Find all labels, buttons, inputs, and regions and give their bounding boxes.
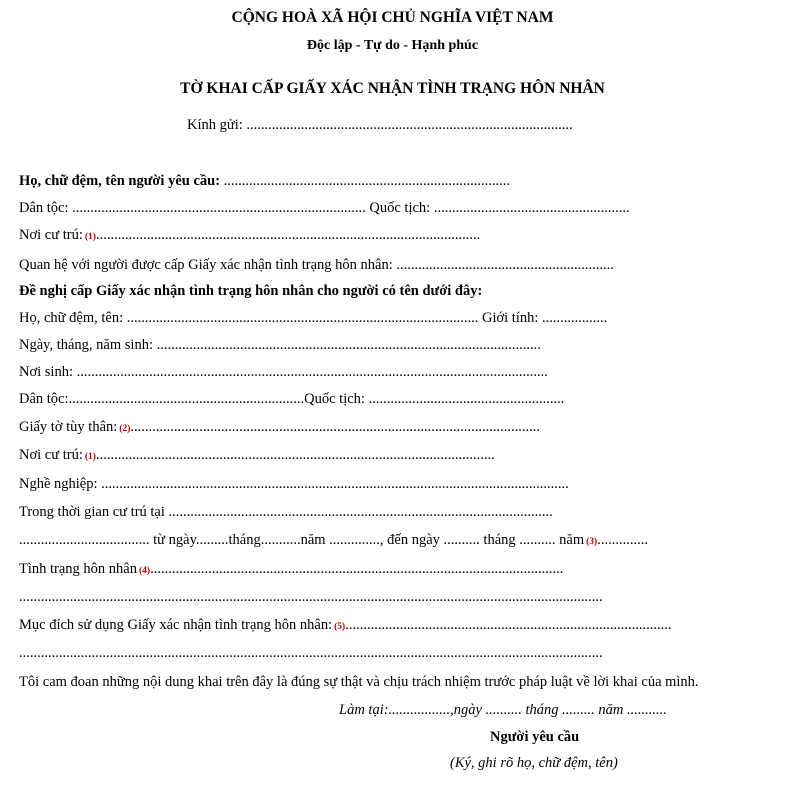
requester-ethnicity-field[interactable]: Dân tộc: ................................................................................. Quốc tịch: ......................................................: [19, 200, 630, 216]
subject-residence-dots: ..............................................................................................................: [95, 447, 495, 463]
motto: Độc lập - Tự do - Hạnh phúc: [306, 38, 479, 53]
occupation-field[interactable]: Nghề nghiệp: .................................................................................................................................: [19, 476, 569, 492]
id-papers-dots: .................................................................................................................: [130, 419, 540, 435]
marital-status-continuation[interactable]: .................................................................................................................................................................: [19, 589, 603, 605]
footnote-marker-3: (3): [586, 537, 598, 547]
requester-residence-label: Nơi cư trú:: [19, 227, 83, 243]
signer-title: Người yêu cầu: [490, 729, 580, 745]
footnote-marker-2: (2): [119, 424, 131, 434]
birth-place-field[interactable]: Nơi sinh: ..................................................................................................................................: [19, 364, 548, 380]
requester-name-dots: ...............................................................................: [220, 173, 511, 189]
request-heading: Đề nghị cấp Giấy xác nhận tình trạng hôn nhân cho người có tên dưới đây:: [19, 283, 483, 299]
signer-note: (Ký, ghi rõ họ, chữ đệm, tên): [450, 755, 618, 771]
country-heading: CỘNG HOÀ XÃ HỘI CHỦ NGHĨA VIỆT NAM: [231, 9, 554, 26]
footnote-marker-1b: (1): [84, 452, 96, 462]
purpose-label: Mục đích sử dụng Giấy xác nhận tình trạng hôn nhân:: [19, 617, 333, 633]
place-date-field[interactable]: Làm tại:.................,ngày .......... tháng ......... năm ...........: [339, 702, 667, 718]
purpose-field[interactable]: [19, 616, 671, 636]
requester-residence-dots: ..........................................................................................................: [95, 227, 481, 243]
period-dates-field[interactable]: [19, 531, 648, 551]
marital-status-label: Tình trạng hôn nhân: [19, 561, 137, 577]
period-dates-text: .................................... từ ngày.........tháng...........năm .............., đến ngày .......... tháng .......... năm: [19, 532, 585, 548]
purpose-continuation[interactable]: .................................................................................................................................................................: [19, 645, 603, 661]
id-papers-field[interactable]: [19, 418, 540, 438]
footnote-marker-4: (4): [139, 566, 151, 576]
subject-ethnicity-field[interactable]: Dân tộc:.................................................................Quốc tịch: ......................................................: [19, 391, 565, 407]
subject-name-field[interactable]: Họ, chữ đệm, tên: ................................................................................................. Giới tính: ..................: [19, 310, 608, 326]
birth-date-field[interactable]: Ngày, tháng, năm sinh: ..........................................................................................................: [19, 337, 541, 353]
marital-status-field[interactable]: [19, 560, 563, 580]
requester-name-label: Họ, chữ đệm, tên người yêu cầu:: [19, 173, 221, 189]
period-dates-end: ..............: [597, 532, 648, 548]
relationship-field[interactable]: Quan hệ với người được cấp Giấy xác nhận tình trạng hôn nhân: ............................................................: [19, 257, 614, 273]
marital-status-dots: ..................................................................................................................: [150, 561, 564, 577]
commitment-statement: Tôi cam đoan những nội dung khai trên đây là đúng sự thật và chịu trách nhiệm trước pháp luật về lời khai của mình.: [19, 674, 699, 690]
form-title: TỜ KHAI CẤP GIẤY XÁC NHẬN TÌNH TRẠNG HÔN NHÂN: [180, 80, 605, 97]
addressee-field[interactable]: Kính gửi: ..........................................................................................: [187, 117, 573, 133]
footnote-marker-5: (5): [334, 622, 346, 632]
purpose-dots: ..........................................................................................: [345, 617, 672, 633]
subject-residence-label: Nơi cư trú:: [19, 447, 83, 463]
requester-residence-field[interactable]: [19, 226, 480, 246]
subject-residence-field[interactable]: [19, 446, 495, 466]
requester-name-field[interactable]: [19, 172, 510, 190]
footnote-marker-1: (1): [84, 232, 96, 242]
residence-period-field[interactable]: Trong thời gian cư trú tại ..........................................................................................................: [19, 504, 553, 520]
id-papers-label: Giấy tờ tùy thân:: [19, 419, 118, 435]
